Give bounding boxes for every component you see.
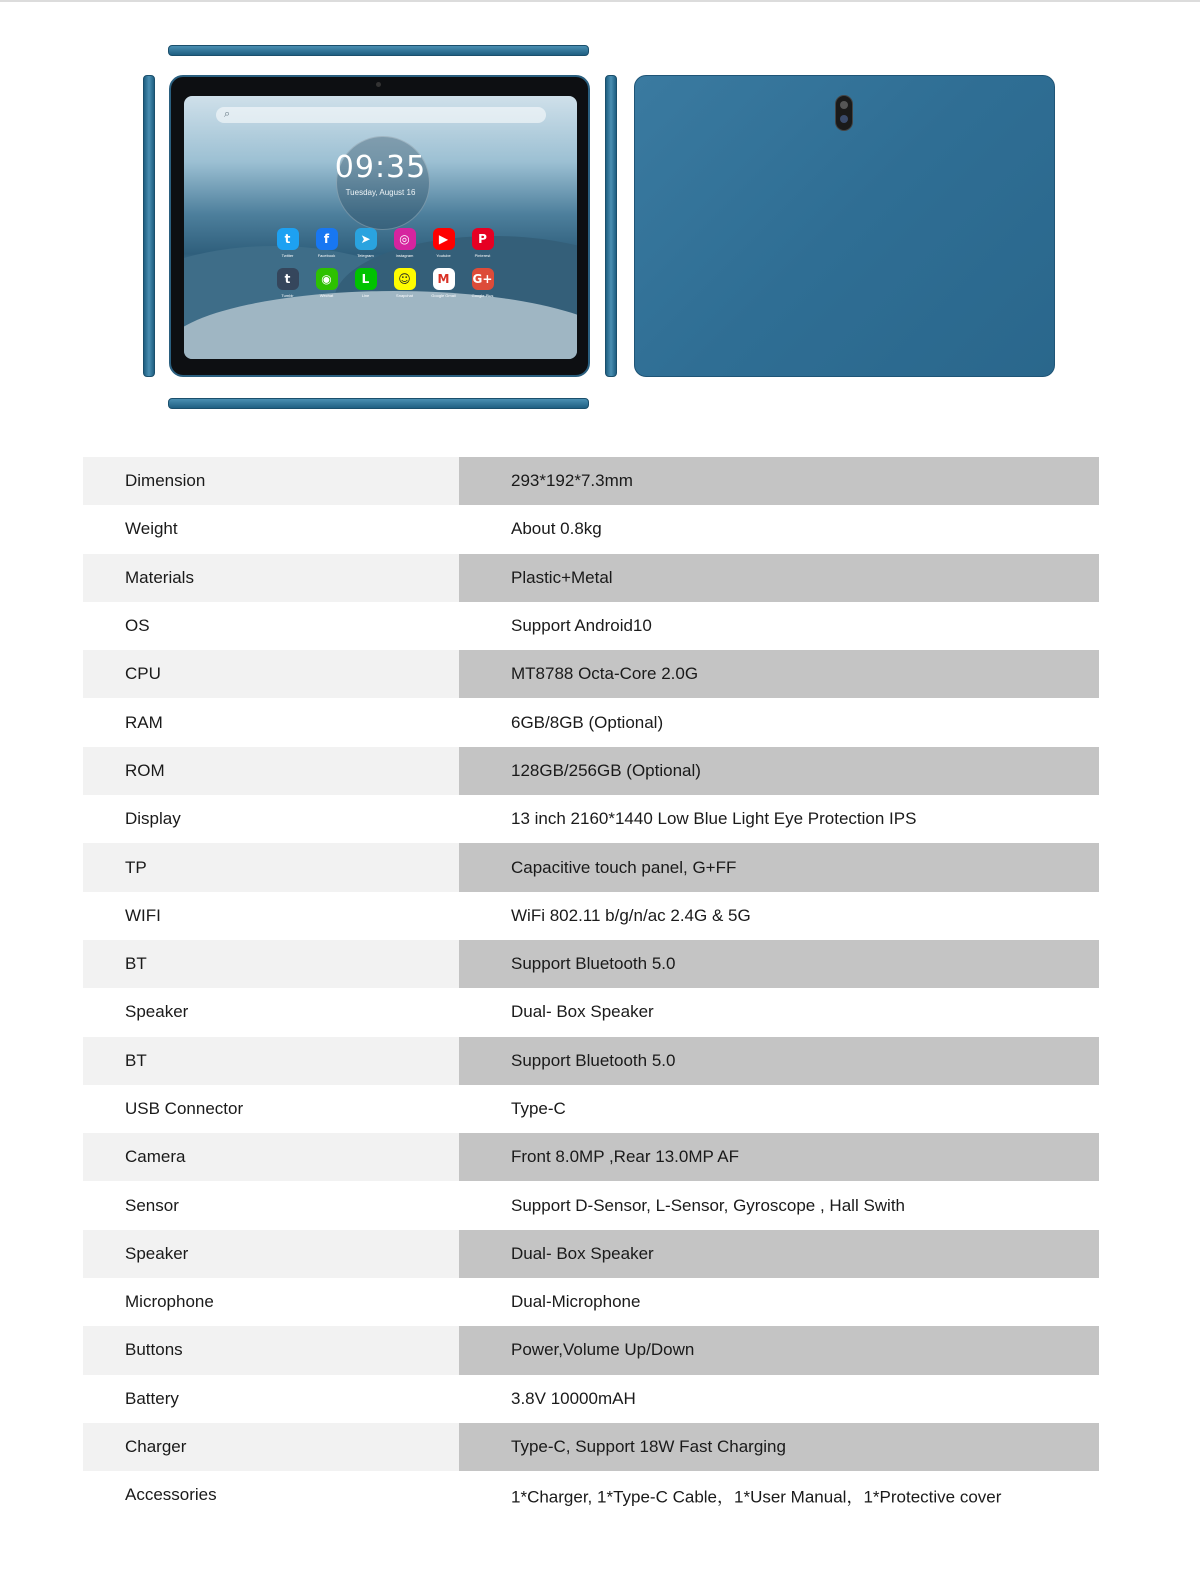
tablet-front [169, 75, 590, 377]
spec-value: Support D-Sensor, L-Sensor, Gyroscope , Hall Swith [511, 1195, 906, 1215]
spec-value-cell [459, 1423, 1099, 1471]
spec-value: 128GB/256GB (Optional) [511, 760, 701, 780]
app-wechat [307, 268, 346, 298]
spec-row [83, 650, 1099, 698]
spec-value: Support Bluetooth 5.0 [511, 1050, 676, 1070]
app-pinterest [463, 228, 502, 258]
clock-time: 09:35 [334, 150, 427, 185]
spec-value-cell [459, 892, 1099, 940]
tumblr-icon: t [277, 268, 299, 290]
app-label: Google Plus [471, 293, 494, 298]
spec-row [83, 1423, 1099, 1471]
spec-value: Capacitive touch panel, G+FF [511, 857, 737, 877]
spec-label-cell [83, 940, 459, 988]
spec-label-cell [83, 795, 459, 843]
spec-row [83, 1230, 1099, 1278]
front-camera-icon [376, 82, 381, 87]
spec-label-cell [83, 747, 459, 795]
spec-label-cell [83, 650, 459, 698]
app-twitter [268, 228, 307, 258]
spec-label-cell [83, 892, 459, 940]
spec-label-cell [83, 505, 459, 553]
wechat-icon: ◉ [316, 268, 338, 290]
search-icon: ⌕ [224, 108, 231, 120]
product-illustration [0, 0, 1200, 430]
spec-row [83, 1037, 1099, 1085]
spec-label: CPU [125, 664, 161, 684]
spec-row [83, 1471, 1099, 1519]
spec-label: Camera [125, 1147, 186, 1167]
spec-value: About 0.8kg [511, 519, 602, 539]
app-instagram [385, 228, 424, 258]
snapchat-icon: ☺ [394, 268, 416, 290]
spec-label: Dimension [125, 471, 206, 491]
gmail-icon: M [433, 268, 455, 290]
spec-label-cell [83, 554, 459, 602]
spec-label: Accessories [125, 1485, 217, 1505]
spec-value: Dual- Box Speaker [511, 1243, 654, 1263]
spec-row [83, 457, 1099, 505]
spec-label: Materials [125, 567, 194, 587]
instagram-icon: ◎ [394, 228, 416, 250]
spec-row [83, 940, 1099, 988]
spec-value-cell [459, 843, 1099, 891]
spec-label-cell [83, 1326, 459, 1374]
spec-value-cell [459, 1326, 1099, 1374]
spec-label: ROM [125, 760, 165, 780]
app-line [346, 268, 385, 298]
spec-label: Sensor [125, 1195, 179, 1215]
spec-label-cell [83, 1423, 459, 1471]
facebook-icon: f [316, 228, 338, 250]
spec-label-cell [83, 1133, 459, 1181]
spec-label-cell [83, 1230, 459, 1278]
app-label: Wechat [319, 293, 334, 298]
spec-label: BT [125, 954, 147, 974]
app-telegram [346, 228, 385, 258]
spec-label-cell [83, 843, 459, 891]
spec-value-cell [459, 698, 1099, 746]
spec-row [83, 1375, 1099, 1423]
tablet-screen [184, 96, 577, 359]
spec-label-cell [83, 457, 459, 505]
spec-label-cell [83, 1471, 459, 1519]
spec-value: Dual- Box Speaker [511, 1002, 654, 1022]
spec-label: RAM [125, 712, 163, 732]
app-label: Twitter [281, 253, 294, 258]
spec-label-cell [83, 698, 459, 746]
spec-label: OS [125, 616, 150, 636]
tablet-back [634, 75, 1055, 377]
spec-row [83, 795, 1099, 843]
spec-label: BT [125, 1050, 147, 1070]
tablet-top-edge [168, 45, 589, 56]
spec-table [83, 457, 1099, 1520]
app-label: Pinterest [474, 253, 491, 258]
spec-row [83, 1326, 1099, 1374]
tablet-left-edge [143, 75, 155, 377]
spec-value: Plastic+Metal [511, 567, 613, 587]
google-plus-icon: G+ [472, 268, 494, 290]
search-bar [216, 107, 546, 123]
app-label: Telegram [357, 253, 374, 258]
spec-value: Support Bluetooth 5.0 [511, 954, 676, 974]
spec-label-cell [83, 988, 459, 1036]
rear-camera-icon [835, 95, 853, 131]
spec-row [83, 892, 1099, 940]
spec-row [83, 1133, 1099, 1181]
spec-value-cell [459, 988, 1099, 1036]
youtube-icon: ▶ [433, 228, 455, 250]
spec-value: Type-C, Support 18W Fast Charging [511, 1437, 786, 1457]
spec-value-cell [459, 650, 1099, 698]
spec-row [83, 843, 1099, 891]
spec-label-cell [83, 1037, 459, 1085]
spec-row [83, 602, 1099, 650]
spec-row [83, 698, 1099, 746]
app-label: Tumblr [281, 293, 294, 298]
spec-value-cell [459, 940, 1099, 988]
spec-value-cell [459, 747, 1099, 795]
spec-label: WIFI [125, 905, 161, 925]
app-label: Google Gmail [431, 293, 456, 298]
spec-label-cell [83, 1181, 459, 1229]
spec-value: 293*192*7.3mm [511, 471, 633, 491]
spec-label: Speaker [125, 1243, 189, 1263]
spec-value-cell [459, 795, 1099, 843]
app-youtube [424, 228, 463, 258]
spec-value-cell [459, 1037, 1099, 1085]
app-label: Snapchat [396, 293, 413, 298]
spec-value: 6GB/8GB (Optional) [511, 712, 664, 732]
twitter-icon: t [277, 228, 299, 250]
spec-label: Display [125, 809, 181, 829]
spec-value-cell [459, 1278, 1099, 1326]
spec-value: 3.8V 10000mAH [511, 1388, 636, 1408]
app-label: Instagram [395, 253, 414, 258]
telegram-icon: ➤ [355, 228, 377, 250]
spec-value: Power,Volume Up/Down [511, 1340, 695, 1360]
line-icon: L [355, 268, 377, 290]
app-label: Facebook [317, 253, 336, 258]
app-snapchat [385, 268, 424, 298]
app-label: Line [361, 293, 370, 298]
spec-value-cell [459, 1471, 1099, 1519]
spec-value: Support Android10 [511, 616, 652, 636]
app-facebook [307, 228, 346, 258]
spec-label: Charger [125, 1437, 187, 1457]
spec-value-cell [459, 1181, 1099, 1229]
spec-value-cell [459, 505, 1099, 553]
spec-value: Front 8.0MP ,Rear 13.0MP AF [511, 1147, 740, 1167]
app-grid [268, 228, 504, 298]
spec-label: Speaker [125, 1002, 189, 1022]
spec-value-cell [459, 457, 1099, 505]
spec-label-cell [83, 602, 459, 650]
spec-label-cell [83, 1278, 459, 1326]
spec-value: MT8788 Octa-Core 2.0G [511, 664, 699, 684]
spec-label-cell [83, 1375, 459, 1423]
tablet-right-edge [605, 75, 617, 377]
spec-label: Weight [125, 519, 178, 539]
app-google-plus [463, 268, 502, 298]
spec-value: WiFi 802.11 b/g/n/ac 2.4G & 5G [511, 905, 751, 925]
spec-value: Type-C [511, 1099, 566, 1118]
spec-value: Dual-Microphone [511, 1292, 641, 1312]
spec-label: Buttons [125, 1340, 183, 1360]
pinterest-icon: P [472, 228, 494, 250]
spec-row [83, 505, 1099, 553]
app-label: Youtube [436, 253, 451, 258]
spec-value-cell [459, 1375, 1099, 1423]
app-gmail [424, 268, 463, 298]
spec-value: 13 inch 2160*1440 Low Blue Light Eye Protection IPS [511, 809, 917, 829]
spec-label: Battery [125, 1388, 179, 1408]
spec-label: TP [125, 857, 147, 877]
spec-row [83, 988, 1099, 1036]
clock-date: Tuesday, August 16 [345, 188, 416, 197]
app-tumblr [268, 268, 307, 298]
spec-label: Microphone [125, 1292, 214, 1312]
spec-value-cell [459, 1230, 1099, 1278]
tablet-bottom-edge [168, 398, 589, 409]
spec-value-cell [459, 602, 1099, 650]
spec-row [83, 1278, 1099, 1326]
spec-value: 1*Charger, 1*Type-C Cable，1*User Manual，1*Protective cover [511, 1487, 1002, 1507]
spec-row [83, 1085, 1099, 1133]
spec-value-cell [459, 554, 1099, 602]
spec-row [83, 1181, 1099, 1229]
spec-row [83, 554, 1099, 602]
spec-label: USB Connector [125, 1099, 244, 1118]
spec-value-cell [459, 1133, 1099, 1181]
spec-value-cell [459, 1085, 1099, 1133]
spec-row [83, 747, 1099, 795]
spec-label-cell [83, 1085, 459, 1133]
